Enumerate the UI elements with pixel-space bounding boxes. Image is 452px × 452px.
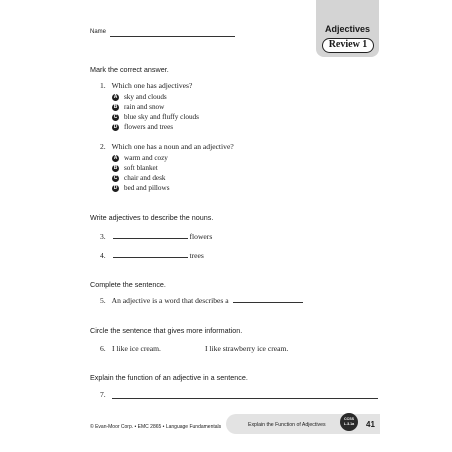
sentence-option-b[interactable]: I like strawberry ice cream.: [205, 344, 289, 353]
item-number: 5.: [100, 296, 106, 305]
ccss-badge: [340, 413, 358, 431]
ccss-code: L.3.1a: [343, 421, 355, 426]
item-number: 4.: [100, 251, 106, 260]
option-bubble-icon[interactable]: B: [113, 164, 118, 171]
section2-instruction: Write adjectives to describe the nouns.: [90, 213, 214, 222]
item-7-number: 7.: [100, 390, 106, 399]
option-1c[interactable]: [112, 113, 199, 121]
question-number: 1.: [100, 81, 106, 90]
noun-text: trees: [189, 251, 204, 260]
option-2b[interactable]: [112, 164, 158, 172]
section1-instruction: Mark the correct answer.: [90, 65, 169, 74]
item-5: [100, 296, 303, 305]
option-text: blue sky and fluffy clouds: [124, 113, 199, 121]
answer-blank[interactable]: [113, 232, 188, 239]
item-6-number: 6.: [100, 344, 106, 353]
noun-text: flowers: [189, 232, 213, 241]
option-bubble-icon[interactable]: C: [113, 174, 118, 181]
option-bubble-icon[interactable]: C: [113, 113, 118, 120]
option-1a[interactable]: [112, 93, 167, 101]
question-1: [100, 81, 192, 90]
option-bubble-icon[interactable]: D: [113, 184, 118, 191]
option-text: soft blanket: [124, 164, 158, 172]
name-line: [110, 36, 235, 37]
answer-blank[interactable]: [113, 251, 188, 258]
option-2a[interactable]: [112, 154, 168, 162]
item-number: 3.: [100, 232, 106, 241]
skill-label: Explain the Function of Adjectives: [248, 422, 326, 428]
option-text: sky and clouds: [124, 93, 167, 101]
item-4: [100, 251, 204, 260]
sentence-text: An adjective is a word that describes a: [111, 296, 229, 305]
question-text: Which one has a noun and an adjective?: [111, 142, 234, 151]
section3-instruction: Complete the sentence.: [90, 280, 166, 289]
answer-line[interactable]: [112, 398, 378, 399]
option-bubble-icon[interactable]: D: [113, 123, 118, 130]
option-text: bed and pillows: [124, 184, 170, 192]
option-1b[interactable]: [112, 103, 164, 111]
sentence-option-a[interactable]: I like ice cream.: [112, 344, 161, 353]
section4-instruction: Circle the sentence that gives more information.: [90, 326, 243, 335]
option-text: flowers and trees: [124, 123, 174, 131]
topic-title: Adjectives: [324, 24, 371, 34]
option-bubble-icon[interactable]: A: [113, 154, 118, 161]
option-bubble-icon[interactable]: A: [113, 93, 118, 100]
copyright: © Evan-Moor Corp. • EMC 2865 • Language Fundamentals: [90, 424, 222, 430]
item-3: [100, 232, 212, 241]
question-2: [100, 142, 234, 151]
option-2c[interactable]: [112, 174, 166, 182]
section5-instruction: Explain the function of an adjective in a sentence.: [90, 373, 248, 382]
option-text: chair and desk: [124, 174, 166, 182]
option-bubble-icon[interactable]: B: [113, 103, 118, 110]
question-number: 2.: [100, 142, 106, 151]
answer-blank[interactable]: [233, 296, 303, 303]
ccss-label: CCSS: [344, 417, 354, 421]
name-label: Name: [90, 29, 107, 35]
option-2d[interactable]: [112, 184, 170, 192]
question-text: Which one has adjectives?: [111, 81, 193, 90]
option-1d[interactable]: [112, 123, 173, 131]
review-badge: Review 1: [322, 38, 374, 53]
page-number: 41: [366, 420, 375, 429]
option-text: warm and cozy: [124, 154, 168, 162]
option-text: rain and snow: [124, 103, 165, 111]
